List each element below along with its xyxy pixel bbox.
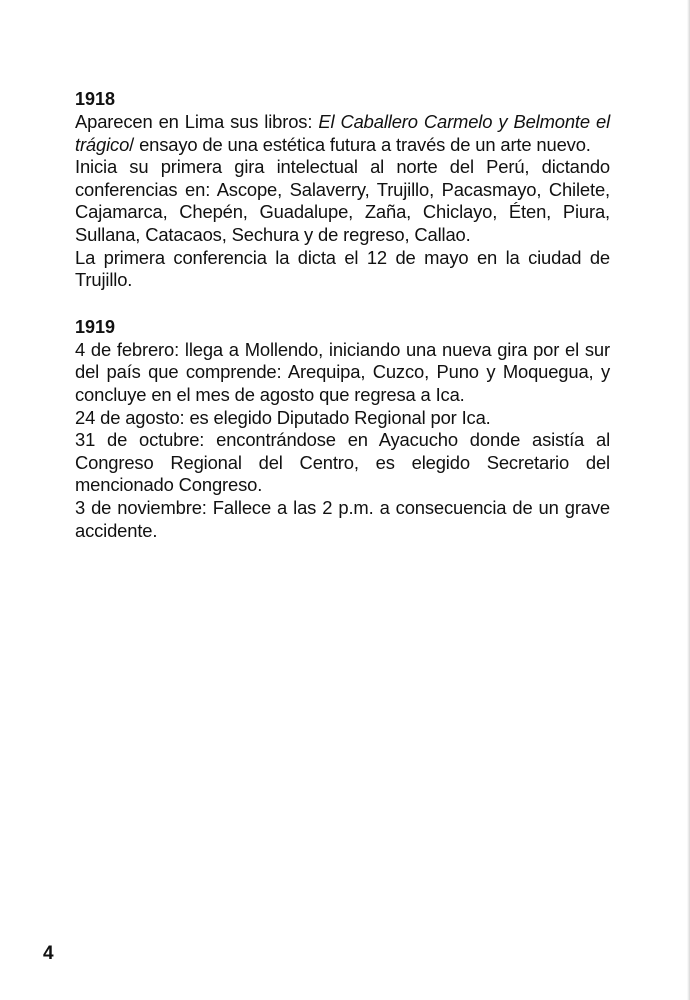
paragraph-first-lecture: La primera conferencia la dicta el 12 de mayo en la ciudad de Trujillo. [75, 246, 610, 291]
paragraph-deputy: 24 de agosto: es elegido Diputado Regional por Ica. [75, 406, 491, 428]
paragraph-secretary: 31 de octubre: encontrándose en Ayacucho donde asistía al Congreso Regional del Centro, es elegido Secretario del mencionado Congreso. [75, 429, 610, 496]
year-heading: 1918 [75, 89, 116, 109]
document-body [75, 88, 610, 542]
year-heading: 1919 [75, 316, 116, 337]
book-titles: El Caballero Carmelo y Belmonte el trágico [75, 111, 611, 155]
section-1919 [75, 316, 610, 542]
paragraph-death: 3 de noviembre: Fallece a las 2 p.m. a consecuencia de un grave accidente. [75, 496, 610, 541]
paragraph-books-rest: / ensayo de una estética futura a través de un arte nuevo. [129, 133, 591, 155]
paragraph-south-tour: 4 de febrero: llega a Mollendo, iniciando una nueva gira por el sur del país que comprende: Arequipa, Cuzco, Puno y Moquegua, y concluye en el mes de agosto que regresa a Ica. [75, 338, 610, 405]
paragraph-books-intro: Aparecen en Lima sus libros: [75, 111, 319, 132]
section-1918 [75, 88, 610, 292]
paragraph-north-tour: Inicia su primera gira intelectual al norte del Perú, dictando conferencias en: Ascope, Salaverry, Trujillo, Pacasmayo, Chilete, Cajamarca, Chepén, Guadalupe, Zaña, Chiclayo, Éten, Piura, Sullana, Catacaos, Sechura y de regreso, Callao. [75, 156, 610, 245]
paragraph-books [75, 111, 610, 156]
page-number: 4 [43, 943, 54, 964]
